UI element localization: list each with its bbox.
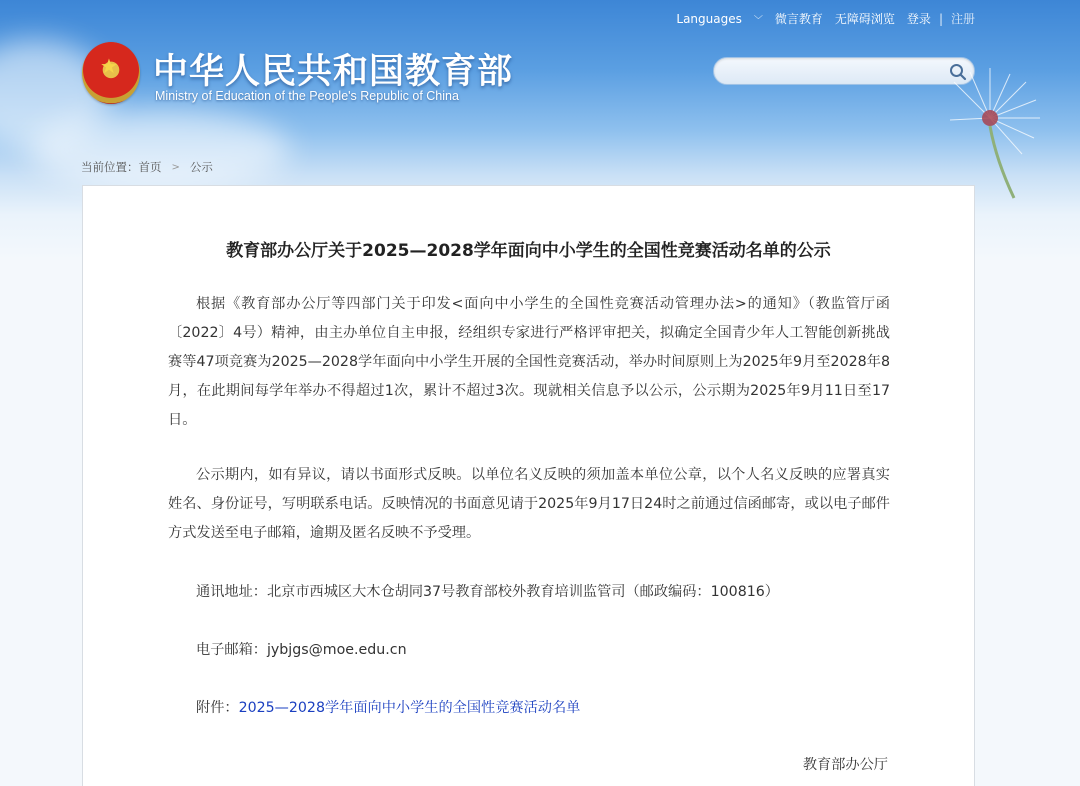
contact-email: 电子邮箱：jybjgs@moe.edu.cn: [196, 642, 407, 658]
breadcrumb-current[interactable]: 公示: [189, 160, 213, 174]
languages-label: Languages: [676, 11, 742, 26]
nav-separator: |: [938, 11, 943, 26]
weiyan-link[interactable]: 微言教育: [774, 12, 823, 26]
accessible-browse-link[interactable]: 无障碍浏览: [834, 12, 895, 26]
signature: 教育部办公厅: [802, 757, 888, 773]
chevron-down-icon: ﹀: [753, 15, 763, 26]
site-header: [0, 0, 1080, 180]
attachment-line: [196, 694, 918, 723]
languages-menu[interactable]: [664, 12, 763, 26]
site-title-english[interactable]: Ministry of Education of the People's Republic of China: [155, 89, 459, 103]
attachment-link[interactable]: 2025—2028学年面向中小学生的全国性竞赛活动名单: [238, 700, 581, 716]
register-link[interactable]: 注册: [950, 12, 975, 26]
search-input[interactable]: [714, 58, 939, 84]
national-emblem-icon: [82, 42, 140, 104]
breadcrumb-prefix: 当前位置：: [81, 160, 139, 174]
dandelion-decoration-icon: [950, 60, 1070, 200]
search-box: [713, 57, 975, 85]
article-paragraph-1: 根据《教育部办公厅等四部门关于印发<面向中小学生的全国性竞赛活动管理办法>的通知》（教监管厅函〔2022〕4号）精神，由主办单位自主申报，经组织专家进行严格评审把关，拟确定全国青少年人工智能创新挑战赛等47项竞赛为2025—2028学年面向中小学生开展的全国性竞赛活动，举办时间原则上为2025年9月至2028年8月，在此期间每学年举办不得超过1次，累计不超过3次。现就相关信息予以公示，公示期为2025年9月11日至17日。: [168, 296, 890, 428]
attachment-label: 附件：: [196, 700, 239, 716]
star-icon: ★: [100, 54, 118, 78]
contact-address: 通讯地址：北京市西城区大木仓胡同37号教育部校外教育培训监管司（邮政编码：100816）: [196, 584, 779, 600]
site-title-chinese[interactable]: 中华人民共和国教育部: [153, 52, 514, 92]
breadcrumb-home-link[interactable]: 首页: [138, 160, 162, 174]
login-link[interactable]: 登录: [906, 12, 931, 26]
breadcrumb: [81, 159, 213, 175]
article-paragraph-2: 公示期内，如有异议，请以书面形式反映。以单位名义反映的须加盖本单位公章，以个人名义反映的应署真实姓名、身份证号，写明联系电话。反映情况的书面意见请于2025年9月17日24时之前通过信函邮寄，或以电子邮件方式发送至电子邮箱，逾期及匿名反映不予受理。: [168, 467, 890, 541]
top-navigation: [652, 10, 975, 27]
article-title: 教育部办公厅关于2025—2028学年面向中小学生的全国性竞赛活动名单的公示: [226, 241, 831, 261]
chevron-right-icon: >: [171, 161, 180, 173]
article-panel: [82, 185, 975, 786]
